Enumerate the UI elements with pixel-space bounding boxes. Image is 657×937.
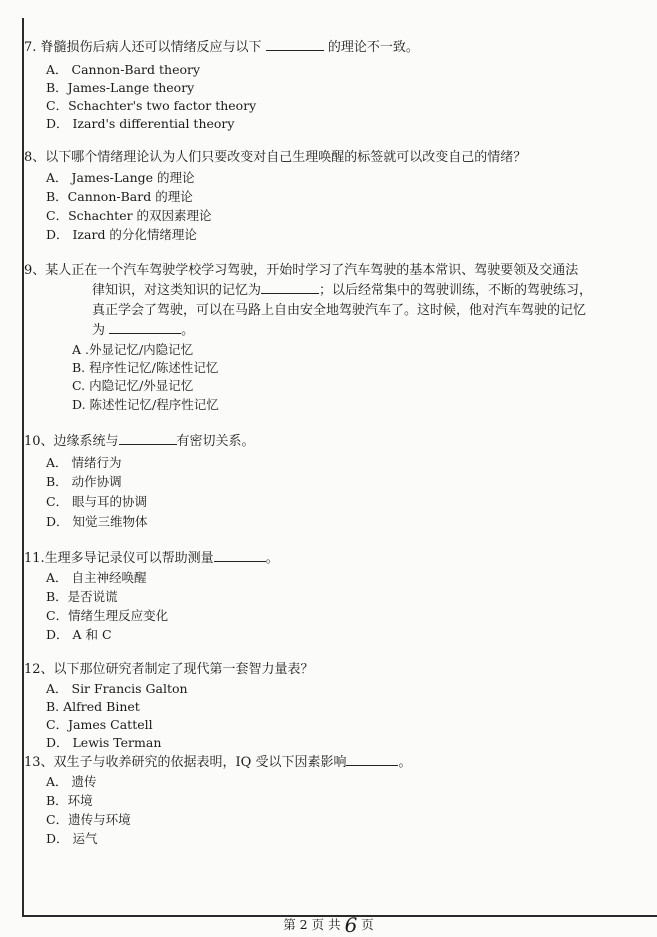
question-8-option-b: B．Cannon-Bard 的理论 (46, 189, 193, 204)
question-13-stem-text: 13、双生子与收养研究的依据表明，IQ 受以下因素影响 (24, 755, 347, 770)
question-10-option-a: A． 情绪行为 (46, 455, 122, 470)
question-7-option-a: A． Cannon-Bard theory (46, 62, 201, 77)
answer-blank (109, 321, 181, 334)
question-7-stem (24, 38, 419, 57)
question-9-line-4-end: 。 (181, 323, 195, 338)
question-9-line-2-end: ；以后经常集中的驾驶训练，不断的驾驶练习， (319, 283, 593, 298)
question-13-option-c: C．遗传与环境 (46, 812, 131, 827)
question-9-line-2-text: 律知识，对这类知识的记忆为 (92, 283, 262, 298)
page-number-suffix: 页 (361, 917, 374, 932)
question-13-option-b: B．环境 (46, 793, 93, 808)
question-8-option-a: A． James-Lange 的理论 (46, 170, 195, 185)
answer-blank (346, 753, 398, 766)
question-9-option-b: B. 程序性记忆/陈述性记忆 (72, 360, 219, 375)
question-7-stem-text: 7. 脊髓损伤后病人还可以情绪反应与以下 (24, 40, 262, 55)
question-7-option-d: D． Izard's differential theory (46, 116, 235, 131)
question-13-option-a: A． 遗传 (46, 774, 97, 789)
question-9-option-d: D. 陈述性记忆/程序性记忆 (72, 397, 219, 412)
question-12-option-d: D． Lewis Terman (46, 735, 162, 750)
question-10-stem-end: 有密切关系。 (176, 434, 255, 449)
total-pages: 6 (344, 913, 358, 937)
question-9-line-4-text: 为 (92, 323, 106, 338)
question-11-stem-text: 11.生理多导记录仪可以帮助测量 (24, 551, 214, 566)
question-9-stem-line-3: 真正学会了驾驶，可以在马路上自由安全地驾驶汽车了。这时候，他对汽车驾驶的记忆 (92, 303, 587, 318)
question-10-stem-text: 10、边缘系统与 (24, 434, 119, 449)
question-11-stem (24, 549, 279, 568)
question-13-stem (24, 753, 411, 772)
question-7-stem-end: 的理论不一致。 (327, 40, 419, 55)
question-12-option-c: C．James Cattell (46, 717, 153, 732)
question-8-option-d: D． Izard 的分化情绪理论 (46, 227, 197, 242)
question-8-stem: 8、以下哪个情绪理论认为人们只要改变对自己生理唤醒的标签就可以改变自己的情绪？ (24, 150, 527, 165)
question-9-stem-line-2 (92, 281, 592, 300)
question-12-option-a: A． Sir Francis Galton (46, 681, 188, 696)
answer-blank (214, 549, 266, 562)
question-10-stem (24, 432, 255, 451)
question-13-option-d: D． 运气 (46, 831, 98, 846)
question-7-option-c: C．Schachter's two factor theory (46, 98, 257, 113)
question-13-stem-end: 。 (398, 755, 412, 770)
question-10-option-d: D． 知觉三维物体 (46, 514, 148, 529)
question-11-option-b: B．是否说谎 (46, 589, 118, 604)
question-10-option-c: C． 眼与耳的协调 (46, 494, 148, 509)
question-12-option-b: B. Alfred Binet (46, 699, 140, 714)
question-9-stem-line-1: 9、某人正在一个汽车驾驶学校学习驾驶，开始时学习了汽车驾驶的基本常识、驾驶要领及交通法 (24, 263, 579, 278)
question-11-stem-end: 。 (265, 551, 279, 566)
question-11-option-c: C．情绪生理反应变化 (46, 608, 169, 623)
answer-blank (266, 38, 324, 51)
question-12-stem: 12、以下那位研究者制定了现代第一套智力量表？ (24, 662, 314, 677)
question-11-option-a: A． 自主神经唤醒 (46, 570, 147, 585)
question-9-stem-line-4 (92, 321, 194, 340)
page-footer (0, 913, 657, 937)
question-7-option-b: B．James-Lange theory (46, 80, 195, 95)
question-9-option-a: A .外显记忆/内隐记忆 (72, 342, 194, 357)
answer-blank (261, 281, 319, 294)
answer-blank (119, 432, 177, 445)
question-10-option-b: B． 动作协调 (46, 474, 122, 489)
page-number-label: 第 2 页 共 (283, 917, 341, 932)
question-11-option-d: D． A 和 C (46, 627, 112, 642)
question-8-option-c: C．Schachter 的双因素理论 (46, 208, 212, 223)
question-9-option-c: C. 内隐记忆/外显记忆 (72, 378, 194, 393)
